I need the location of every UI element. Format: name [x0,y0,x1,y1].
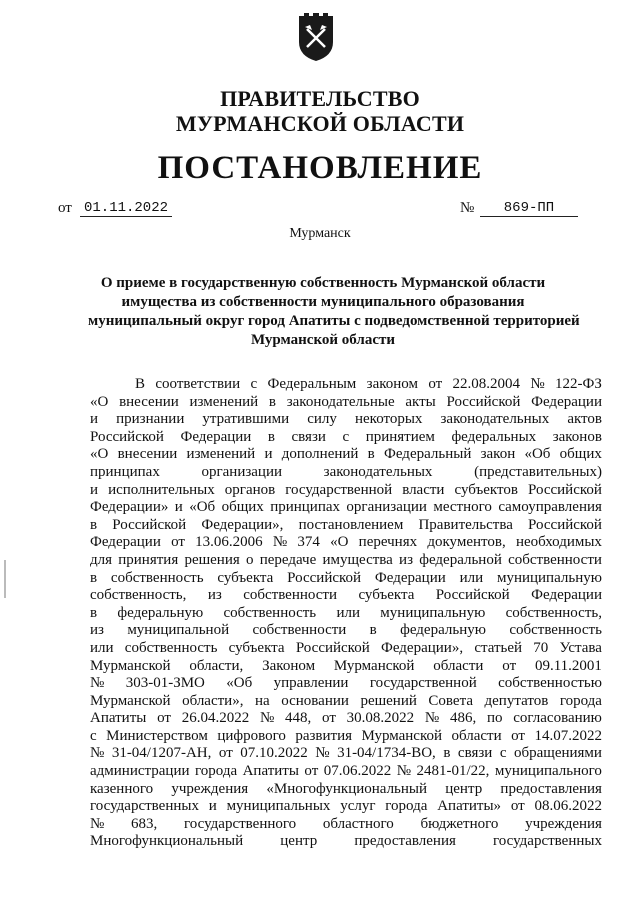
body-word: «Об [226,675,253,692]
body-word: принятия [118,551,179,568]
body-word: 448, [285,710,312,727]
body-word: № [530,376,545,392]
body-word: имущества [322,551,393,568]
body-word: Федерации», [380,639,464,656]
body-word: принципах [90,463,160,480]
body-word: депутатов [484,692,549,709]
body-word: и [264,446,273,463]
body-word: и [90,411,99,428]
body-word: в [268,393,276,410]
body-word: некоторых [354,411,423,428]
body-word: «О [330,534,349,551]
body-word: необходимых [515,534,602,551]
body-line [90,499,602,517]
body-line [90,833,602,851]
body-word: власти [402,481,445,498]
body-word: федеральную [400,622,486,639]
body-word: Правительства [418,516,513,533]
body-line [90,710,602,728]
body-word: с [250,376,258,392]
body-line [90,587,602,605]
body-word: Мурманской [90,657,171,674]
body-word: внесении [119,393,179,410]
body-word: 13.06.2006 [195,534,263,551]
title-line: О приеме в государственную собственность Мурманской области [100,275,546,291]
body-line [90,517,602,535]
body-word: муниципального [494,763,602,780]
body-word: 07.10.2022 [240,745,308,762]
body-word: «Об [524,446,551,463]
body-line [90,728,602,746]
body-word: федеральных [451,428,537,445]
body-line [90,376,602,394]
body-word: местного [433,499,492,516]
body-word: Федерации», [201,516,284,533]
body-word: из [399,551,413,568]
body-word: 22.08.2004 [452,376,521,392]
body-word: Федерации [180,428,252,445]
body-word: принципах [270,499,341,516]
body-word: государственного [184,815,297,832]
body-word: собственности [243,587,338,604]
body-word: самоуправления [498,499,602,516]
body-word: законом [366,376,418,392]
body-line [90,816,602,834]
body-word: Многофункциональный [90,833,244,850]
body-word: по [486,710,503,727]
body-word: или [336,604,360,621]
org-name-line2: МУРМАНСКОЙ ОБЛАСТИ [175,111,465,136]
body-word: 26.04.2022 [181,710,250,727]
body-word: для [90,551,113,568]
body-word: собственность [509,622,602,639]
body-word: собственности [252,622,347,639]
body-word: Мурманской [361,727,443,744]
body-word: основании [281,692,349,709]
body-line [90,658,602,676]
body-word: Устава [559,639,602,656]
body-word: государственных [90,798,199,815]
body-word: от [322,710,336,727]
body-word: № [315,745,330,762]
body-word: 14.07.2022 [534,727,602,744]
document-number: 869-ПП [480,200,578,217]
body-line [90,482,602,500]
body-word: исполнительных [108,481,215,498]
body-word: собственность, [90,587,187,604]
body-word: дополнений [281,446,359,463]
body-word: согласованию [513,710,602,727]
body-word: Апатиты [90,710,147,727]
body-word: постановлением [298,516,404,533]
body-word: собственность [223,604,317,621]
body-word: из [90,622,104,639]
body-word: Апатиты» [437,798,502,815]
body-word: федеральной [419,551,502,568]
body-word: обращениями [513,745,602,762]
body-word: Российской [295,639,370,656]
body-word: «О [90,446,109,463]
body-word: Федеральным [267,376,357,392]
body-word: области [451,727,502,744]
body-word: цифрового [217,727,286,744]
body-word: изменений [189,393,259,410]
body-word: 2481-01/22, [416,763,490,780]
body-word: города [194,763,238,780]
body-word: Российской [112,516,187,533]
body-word: передаче [259,551,317,568]
body-word: федеральную [117,604,204,621]
body-word: на [255,692,270,709]
body-line [90,798,602,816]
title-line: муниципальный округ город Апатиты с подведомственной территорией [88,313,580,329]
body-word: 07.06.2022 [323,763,392,780]
document-body [90,376,602,851]
body-line [90,570,602,588]
coat-of-arms-icon [296,12,336,62]
body-word: 31-04/1734-ВО, [337,745,436,762]
body-word: Федерации» [90,499,169,516]
body-word: Совета [428,692,473,709]
body-word: «Об [189,499,216,516]
body-word: муниципальной [127,622,230,639]
body-word: областного [322,815,394,832]
body-word: Федерации [374,569,446,586]
body-word: казенного [90,780,154,797]
body-word: с [499,745,507,762]
body-word: муниципальную [496,569,602,586]
body-word: 31-04/1207-АН, [111,745,212,762]
body-word: Федеральный [384,446,472,463]
body-word: 683, [131,815,158,832]
body-word: № [90,745,105,762]
body-word: изменений [186,446,256,463]
body-word: В [135,376,146,392]
body-word: Мурманской [90,692,171,709]
body-word: внесении [117,446,178,463]
body-word: центр [280,833,318,850]
body-word: законов [552,428,602,445]
body-word: связи [457,745,493,762]
body-word: субъекта [358,587,415,604]
body-word: от [428,376,443,392]
body-word: 70 [533,639,549,656]
body-word: из [207,587,222,604]
body-word: собственность [124,639,218,656]
document-date: 01.11.2022 [80,200,172,217]
body-word: в [267,428,275,445]
body-word: области, [189,657,244,674]
body-word: услуг [340,798,376,815]
body-word: «Многофункциональный [266,780,428,797]
body-word: Российской [446,393,521,410]
body-word: о [245,551,254,568]
body-word: Апатиты [242,763,299,780]
body-word: субъектов [454,481,518,498]
body-word: Мурманской [333,657,415,674]
body-word: в [367,446,375,463]
body-line [90,693,602,711]
body-word: 486, [449,710,477,727]
body-word: (представительных) [474,463,602,480]
body-word: 374 [297,534,320,551]
document-type: ПОСТАНОВЛЕНИЕ [157,150,483,186]
body-word: перечнях [358,534,418,551]
body-word: от [304,763,319,780]
body-word: в [90,604,98,621]
body-word: или [90,639,114,656]
body-word: законодательных [440,411,550,428]
body-word: силу [307,411,337,428]
title-line: Мурманской области [250,332,396,348]
title-line: имущества из собственности муниципального образования [121,294,525,310]
body-word: Министерством [106,727,208,744]
body-line [90,464,602,482]
body-word: Российской [528,481,602,498]
body-word: управлении [273,675,349,692]
body-line [90,605,602,623]
body-word: предоставления [500,780,602,797]
body-word: принятием [365,428,435,445]
org-name-line1: ПРАВИТЕЛЬСТВО [220,86,420,111]
document-title [88,274,580,350]
body-word: города [385,798,428,815]
body-word: администрации [90,763,190,780]
body-word: общих [559,446,602,463]
body-word: № [90,815,105,832]
body-word: в [90,569,98,586]
body-word: статьей [474,639,523,656]
body-line [90,429,602,447]
body-word: № [259,710,275,727]
body-word: в [90,516,98,533]
body-word: утратившими [202,411,290,428]
body-word: организации [346,499,427,516]
body-word: от [511,727,525,744]
date-prefix: от [58,200,72,216]
body-line [90,745,602,763]
body-word: собственность, [505,604,602,621]
body-word: Федерации [531,587,602,604]
body-line [90,675,602,693]
body-word: субъекта [228,639,285,656]
body-word: от [502,657,517,674]
body-word: собственность [110,569,204,586]
body-word: собственности [508,551,602,568]
body-word: государственной [369,675,477,692]
body-word: предоставления [354,833,456,850]
body-word: и [174,499,183,516]
body-word: 08.06.2022 [534,798,602,815]
body-word: 30.08.2022 [346,710,415,727]
body-word: № [90,675,105,692]
body-word: Законом [262,657,316,674]
body-word: от [218,745,233,762]
body-line [90,411,602,429]
body-word: и [208,798,217,815]
body-word: области», [182,692,244,709]
body-word: связи [291,428,326,445]
body-word: органов [224,481,276,498]
body-line [90,640,602,658]
body-word: и [90,481,99,498]
body-word: области [433,657,484,674]
body-word: от [171,534,185,551]
number-prefix: № [460,200,475,216]
body-word: муниципальную [380,604,486,621]
body-line [90,763,602,781]
body-word: № [396,763,412,780]
body-word: № [424,710,440,727]
body-word: законодательные [286,393,395,410]
body-word: в [443,745,451,762]
scan-margin-mark [4,560,6,598]
body-word: с [90,727,97,744]
body-line [90,622,602,640]
body-word: государственной [285,481,393,498]
body-word: Федерации [90,534,161,551]
body-word: Российской [90,428,164,445]
body-word: с [342,428,350,445]
body-word: соответствии [155,376,241,392]
body-word: Российской [528,516,602,533]
body-word: от [510,798,525,815]
body-word: бюджетного [420,815,499,832]
body-word: документов, [427,534,506,551]
body-word: от [157,710,171,727]
body-word: учреждения [525,815,602,832]
body-word: № [272,534,288,551]
body-word: Российской [435,587,510,604]
body-word: решения [184,551,240,568]
body-word: центр [445,780,483,797]
body-line [90,446,602,464]
body-word: субъекта [217,569,274,586]
body-word: муниципальных [226,798,331,815]
body-line [90,534,602,552]
body-line [90,781,602,799]
body-word: 09.11.2001 [534,657,602,674]
city: Мурманск [289,226,351,241]
body-word: города [559,692,602,709]
body-word: 122-ФЗ [555,376,602,392]
body-word: или [459,569,484,586]
body-word: развития [295,727,353,744]
body-word: собственностью [498,675,602,692]
body-word: решений [360,692,417,709]
body-word: Федерации [531,393,602,410]
body-line [90,394,602,412]
body-word: в [369,622,377,639]
body-word: учреждения [171,780,249,797]
body-word: закон [480,446,516,463]
body-word: 303-01-ЗМО [125,675,205,692]
body-word: акты [405,393,436,410]
body-word: организации [201,463,283,480]
body-word: актов [567,411,602,428]
body-word: общих [221,499,264,516]
body-word: Российской [287,569,362,586]
body-word: «О [90,393,109,410]
body-word: государственных [493,833,602,850]
body-word: признании [116,411,185,428]
body-line [90,552,602,570]
body-word: законодательных [323,463,433,480]
